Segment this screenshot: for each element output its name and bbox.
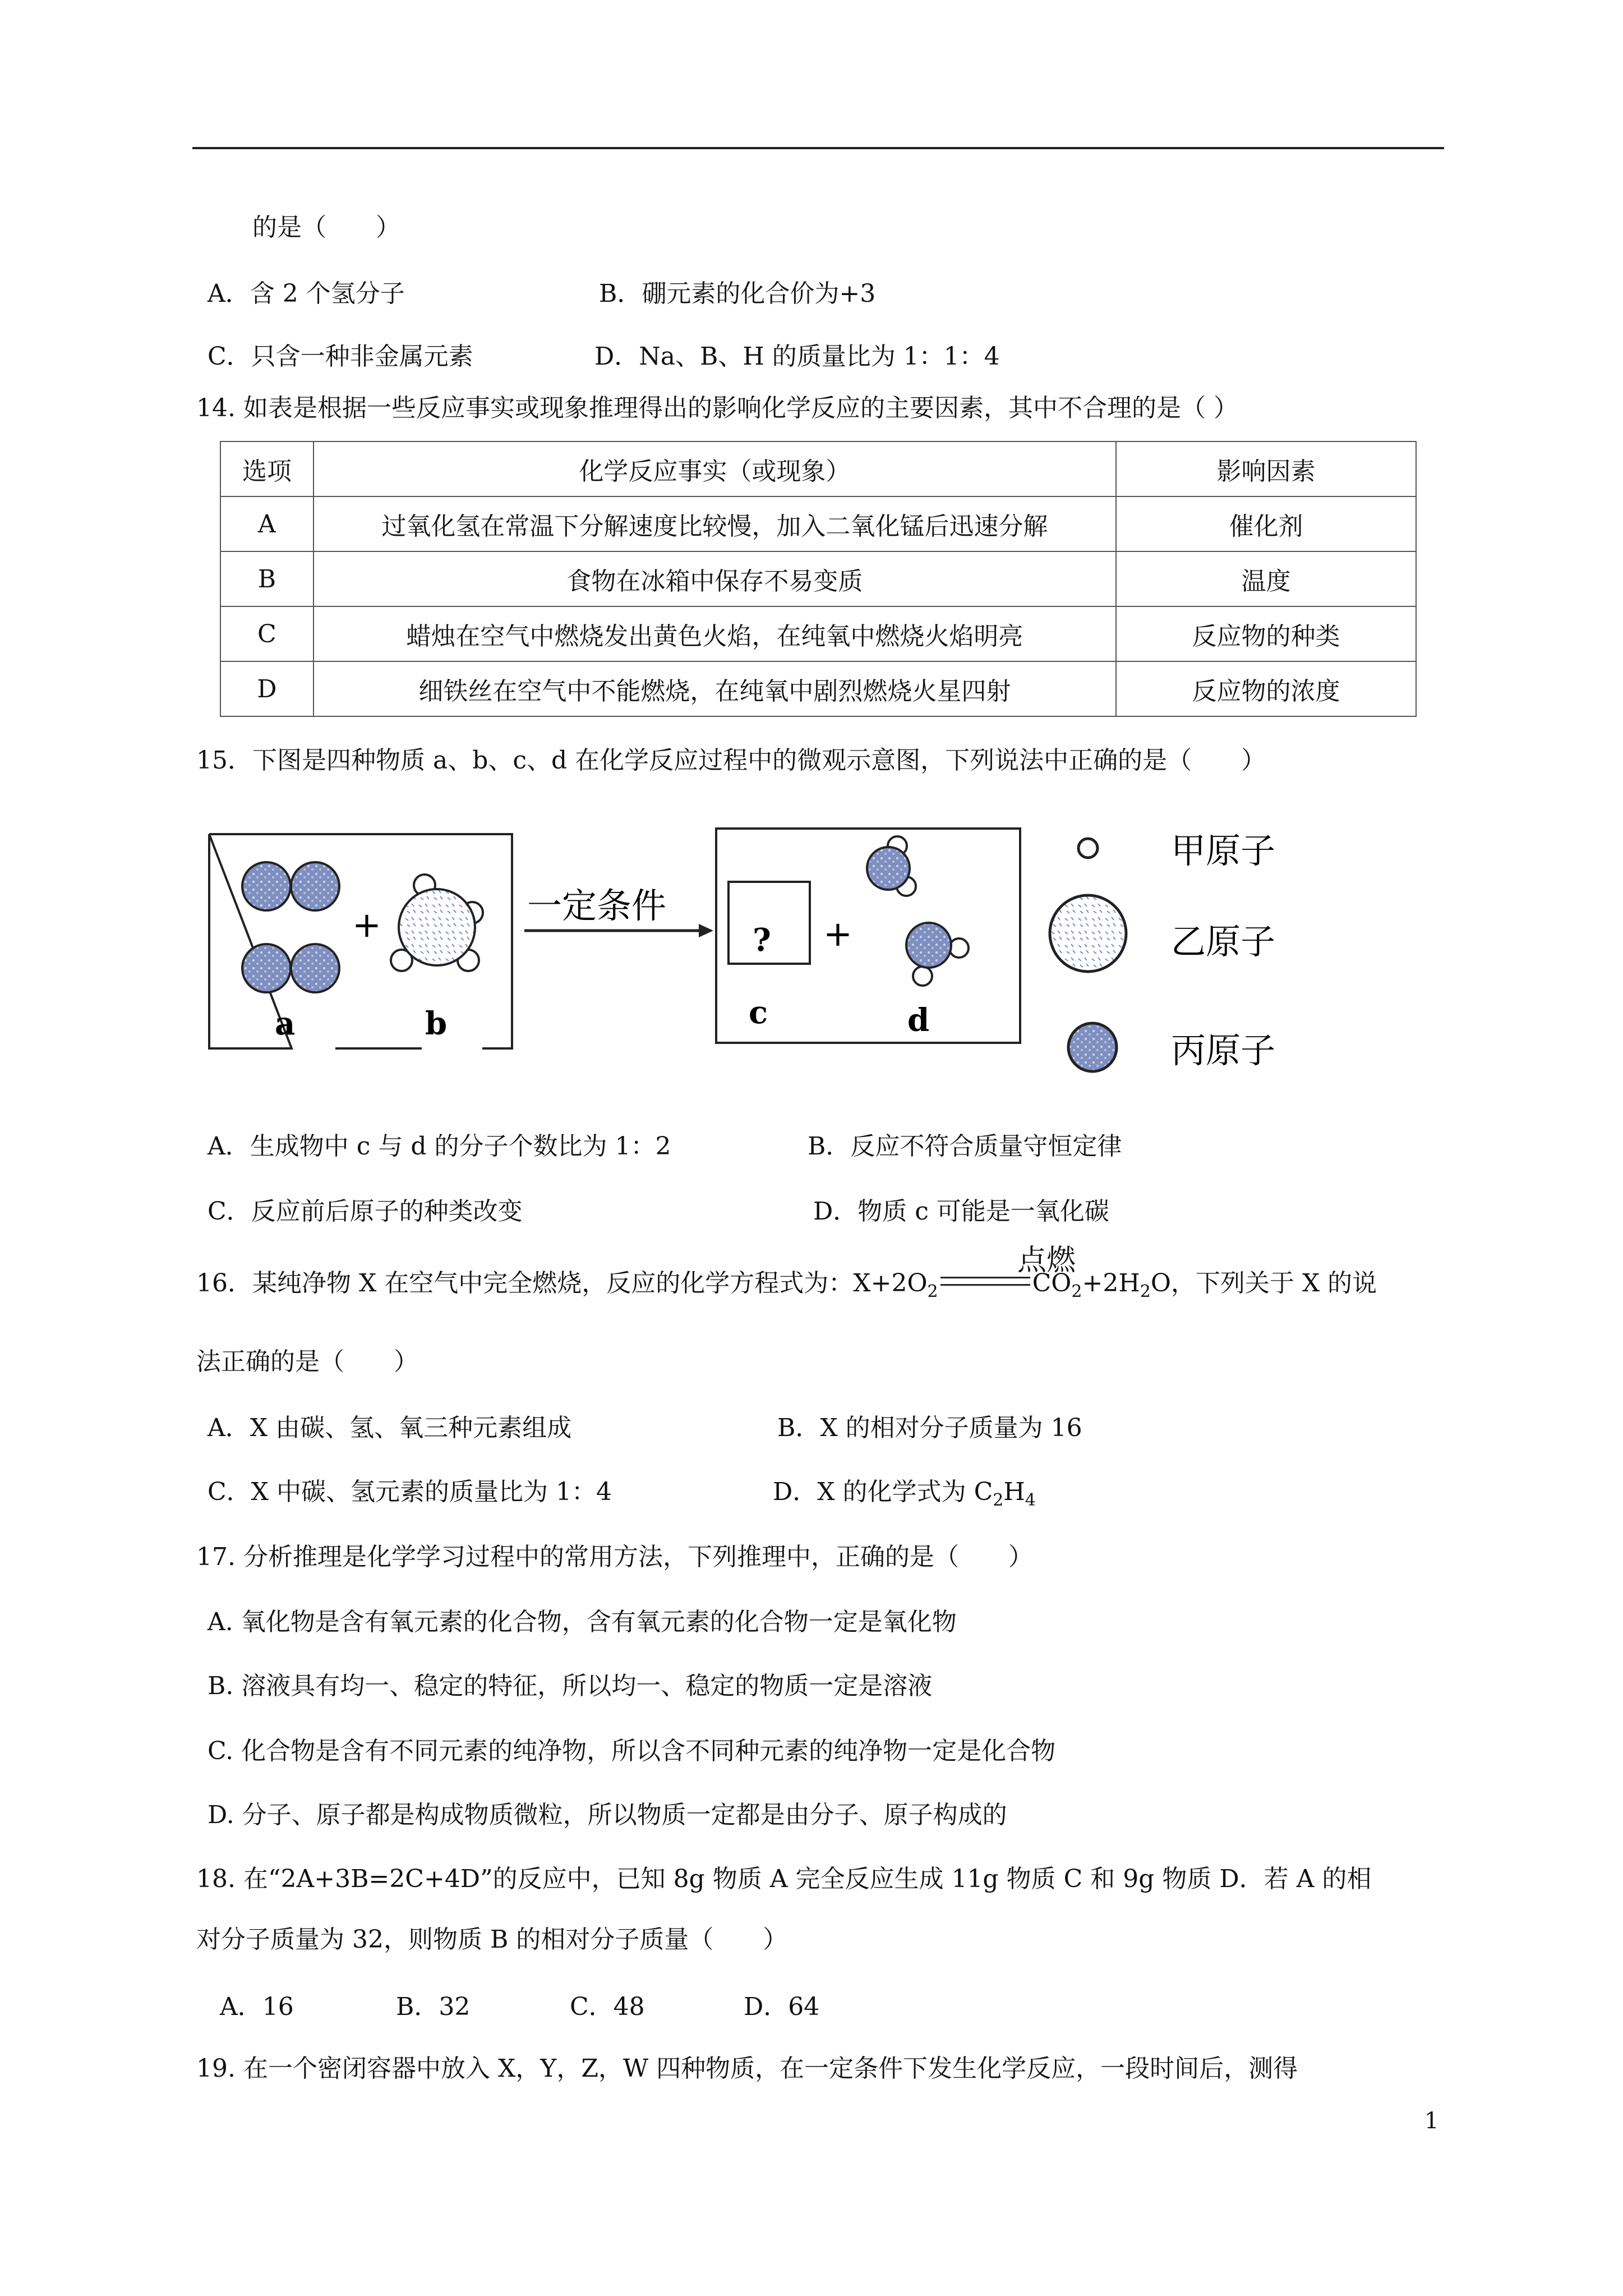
q15-option-d: D．物质 c 可能是一氧化碳 [813,1197,1109,1226]
legend-bing-label: 丙原子 [1171,1030,1276,1071]
row-factor: 反应物的浓度 [1116,661,1416,716]
q16-product-co: CO [1032,1269,1072,1297]
q16-equation-lhs: 16．某纯净物 X 在空气中完全燃烧，反应的化学方程式为：X+2O [196,1269,928,1297]
q17-option-b: B. 溶液具有均一、稳定的特征，所以均一、稳定的物质一定是溶液 [208,1672,933,1700]
label-a: a [275,1005,296,1042]
row-factor: 反应物的种类 [1116,606,1416,661]
row-option: A [220,496,313,551]
q18-option-d: D．64 [744,1993,820,2021]
q15-option-a: A．生成物中 c 与 d 的分子个数比为 1：2 [208,1132,671,1161]
subscript: 2 [927,1282,938,1301]
q16-stem-line2: 法正确的是（ ） [196,1347,418,1376]
reaction-condition-ignite: 点燃 [1017,1244,1076,1277]
label-b: b [425,1005,448,1042]
q18-option-a: A．16 [220,1993,294,2021]
q15-option-b: B．反应不符合质量守恒定律 [808,1132,1122,1161]
q16-option-b: B．X 的相对分子质量为 16 [777,1414,1082,1442]
q14-stem: 14. 如表是根据一些反应事实或现象推理得出的影响化学反应的主要因素，其中不合理的是（ ） [196,394,1238,422]
q13-continuation: 的是（ ） [252,213,400,242]
q17-option-a: A. 氧化物是含有氧元素的化合物，含有氧元素的化合物一定是氧化物 [208,1608,957,1636]
row-factor: 温度 [1116,551,1416,606]
q17-option-c: C. 化合物是含有不同元素的纯净物，所以含不同种元素的纯净物一定是化合物 [208,1737,1056,1765]
q15-option-c: C．反应前后原子的种类改变 [208,1197,523,1226]
label-c: c [749,994,768,1031]
q13-option-a: A．含 2 个氢分子 [208,279,405,308]
row-fact: 细铁丝在空气中不能燃烧，在纯氧中剧烈燃烧火星四射 [313,661,1116,716]
q13-option-b: B．硼元素的化合价为+3 [599,279,876,308]
row-fact: 食物在冰箱中保存不易变质 [313,551,1116,606]
row-fact: 过氧化氢在常温下分解速度比较慢，加入二氧化锰后迅速分解 [313,496,1116,551]
reaction-condition: 一定条件 [527,885,667,926]
molecule-b [391,875,483,971]
row-fact: 蜡烛在空气中燃烧发出黄色火焰，在纯氧中燃烧火焰明亮 [313,606,1116,661]
legend-atom-bing [1068,1023,1117,1071]
q18-option-c: C．48 [570,1993,645,2021]
q18-stem-line2: 对分子质量为 32，则物质 B 的相对分子质量（ ） [196,1925,788,1954]
q16-option-d [773,1476,1036,1516]
subscript: 2 [993,1490,1004,1510]
legend-yi-label: 乙原子 [1171,921,1276,962]
subscript: 2 [1071,1282,1082,1301]
q15-stem: 15．下图是四种物质 a、b、c、d 在化学反应过程中的微观示意图，下列说法中正确的是（ ） [196,746,1266,775]
q13-option-d: D．Na、B、H 的质量比为 1：1：4 [594,342,1000,371]
label-d: d [907,1002,930,1039]
q16-option-a: A．X 由碳、氢、氧三种元素组成 [208,1414,572,1442]
molecule-d [906,923,969,986]
page-number: 1 [1424,2108,1439,2134]
legend-atom-yi [1050,895,1126,972]
q16-option-d-text: D．X 的化学式为 C [773,1478,993,1506]
q18-stem-line1: 18. 在“2A+3B=2C+4D”的反应中，已知 8g 物质 A 完全反应生成 11g 物质 C 和 9g 物质 D．若 A 的相 [196,1865,1372,1893]
molecule-d [867,836,916,896]
row-option: C [220,606,313,661]
q15-reaction-diagram [0,0,1623,1122]
q17-option-d: D. 分子、原子都是构成物质微粒，所以物质一定都是由分子、原子构成的 [208,1801,1007,1829]
q18-option-b: B．32 [396,1993,471,2021]
q16-option-d-h: H [1003,1478,1025,1506]
equation-double-line [940,1277,1030,1286]
q16-product-h: +2H [1082,1269,1140,1297]
plus-sign: + [823,913,852,954]
q19-stem-line1: 19. 在一个密闭容器中放入 X，Y，Z，W 四种物质，在一定条件下发生化学反应，一段时间后，测得 [196,2054,1298,2083]
row-option: D [220,661,313,716]
molecule-a [242,862,339,992]
q16-stem-line1 [196,1268,1377,1308]
q16-option-c: C．X 中碳、氢元素的质量比为 1：4 [208,1478,612,1506]
header-option: 选项 [220,441,313,496]
row-factor: 催化剂 [1116,496,1416,551]
legend-jia-label: 甲原子 [1171,830,1276,871]
arrow-head-icon [699,924,713,937]
q16-stem-rest: O，下列关于 X 的说 [1150,1269,1377,1297]
q17-stem: 17. 分析推理是化学学习过程中的常用方法，下列推理中，正确的是（ ） [196,1543,1033,1571]
header-factor: 影响因素 [1116,441,1416,496]
unknown-mark: ? [753,922,771,959]
subscript: 4 [1025,1490,1036,1510]
header-fact: 化学反应事实（或现象） [313,441,1116,496]
plus-sign: + [352,904,381,945]
q13-option-c: C．只含一种非金属元素 [208,342,473,371]
subscript: 2 [1140,1282,1151,1301]
row-option: B [220,551,313,606]
legend-atom-jia [1078,839,1098,858]
